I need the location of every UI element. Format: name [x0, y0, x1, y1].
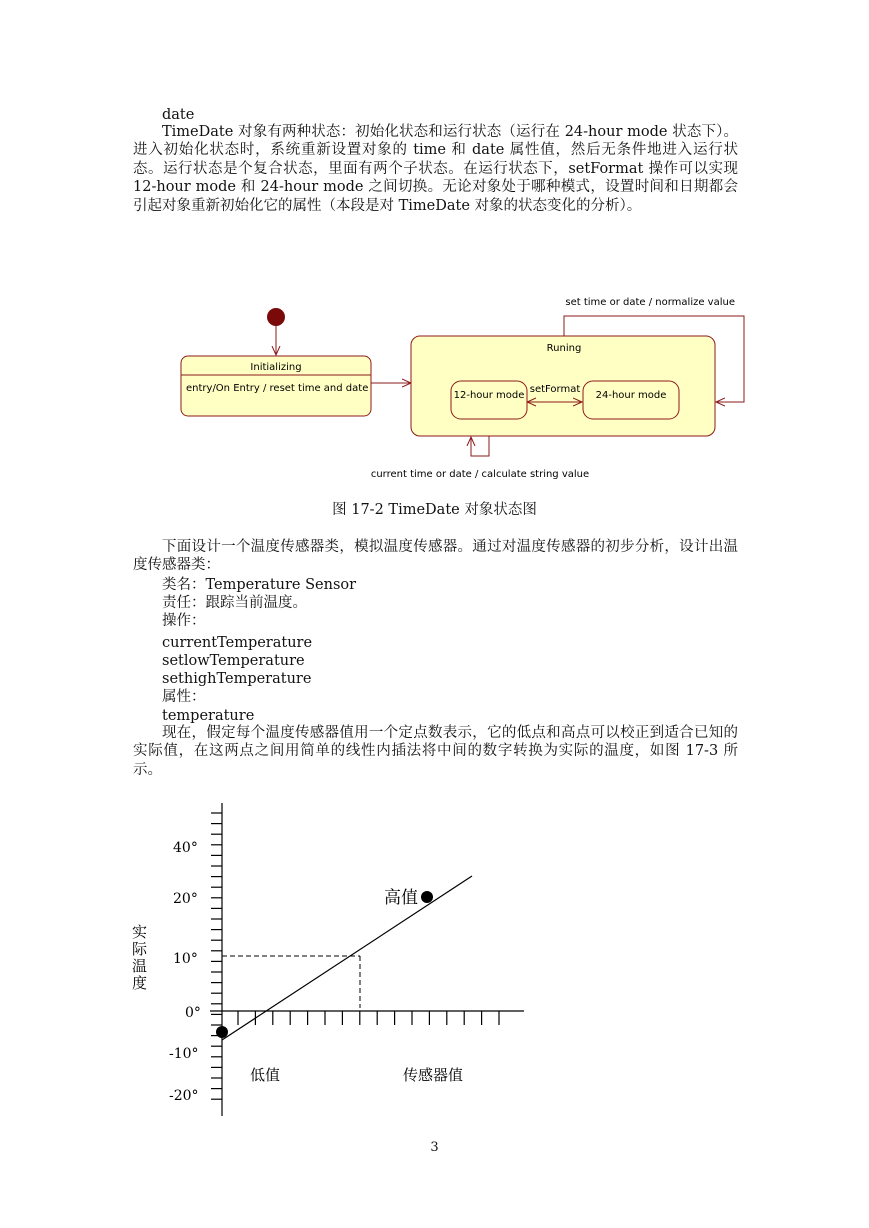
y-axis-label-char: 温	[132, 957, 148, 975]
y-axis-ticks	[211, 813, 222, 1099]
y-axis-label-char: 度	[132, 974, 148, 992]
y-tick-label: -20°	[169, 1088, 199, 1104]
body-paragraph-2: 现在，假定每个温度传感器值用一个定点数表示，它的低点和高点可以校正到适合已知的实际值，在这两点之间用简单的线性内插法将中间的数字转换为实际的温度，如图 17-3 所示。	[133, 725, 738, 778]
attributes-label: 属性：	[162, 689, 206, 705]
intro-paragraph: TimeDate 对象有两种状态：初始化状态和运行状态（运行在 24-hour mode 状态下）。进入初始化状态时，系统重新设置对象的 time 和 date 属性值，然后无条件地进入运行状态。运行状态是个复合状态，里面有两个子状态。在运行状态下，setFormat 操作可以实现 12-hour mode 和 24-hour mode 之间切换。无论对象处于哪种模式，设置时间和日期都会引起对象重新初始化它的属性（本段是对 TimeDate 对象的状态变化的分析）。	[133, 124, 738, 214]
x-axis-ticks	[238, 1011, 499, 1025]
initial-state-dot	[267, 308, 285, 326]
body-paragraph-1: 下面设计一个温度传感器类，模拟温度传感器。通过对温度传感器的初步分析，设计出温度传感器类：	[133, 539, 738, 574]
y-tick-label: 40°	[173, 840, 198, 856]
attribute-item: temperature	[162, 708, 255, 724]
self-transition-bottom	[471, 436, 489, 456]
self-transition-bottom-label: current time or date / calculate string value	[370, 469, 590, 480]
page-number: 3	[430, 1140, 439, 1155]
y-axis-label-char: 实	[132, 923, 148, 941]
y-tick-label: 10°	[173, 951, 198, 967]
high-value-label: 高值	[384, 888, 418, 908]
y-tick-label: 20°	[173, 891, 198, 907]
operation-item: sethighTemperature	[162, 671, 312, 687]
conversion-line	[222, 876, 472, 1040]
y-tick-label: -10°	[169, 1046, 199, 1062]
initializing-title: Initializing	[250, 362, 302, 373]
figure-caption-17-2: 图 17-2 TimeDate 对象状态图	[332, 502, 537, 518]
y-axis-label-char: 际	[132, 940, 148, 958]
y-tick-label: 0°	[185, 1005, 201, 1021]
operations-label: 操作：	[162, 613, 206, 629]
responsibility-line: 责任：跟踪当前温度。	[162, 595, 307, 611]
x-axis-label: 传感器值	[403, 1066, 464, 1084]
initializing-action: entry/On Entry / reset time and date	[186, 383, 369, 394]
temperature-figure	[0, 790, 869, 1130]
self-transition-top-label: set time or date / normalize value	[565, 297, 735, 308]
class-name-line: 类名：Temperature Sensor	[162, 577, 357, 593]
running-title: Runing	[546, 343, 582, 354]
low-value-label: 低值	[250, 1066, 281, 1084]
sub-state-12-label: 12-hour mode	[453, 390, 525, 401]
intro-date-line: date	[162, 107, 195, 123]
running-state	[411, 336, 715, 436]
initializing-state	[181, 356, 371, 416]
operation-item: currentTemperature	[162, 635, 313, 651]
operation-item: setlowTemperature	[162, 653, 305, 669]
sub-state-24-label: 24-hour mode	[595, 390, 667, 401]
setformat-label: setFormat	[529, 384, 581, 395]
low-point-dot	[216, 1026, 228, 1038]
state-diagram	[0, 0, 869, 500]
high-point-dot	[421, 891, 433, 903]
